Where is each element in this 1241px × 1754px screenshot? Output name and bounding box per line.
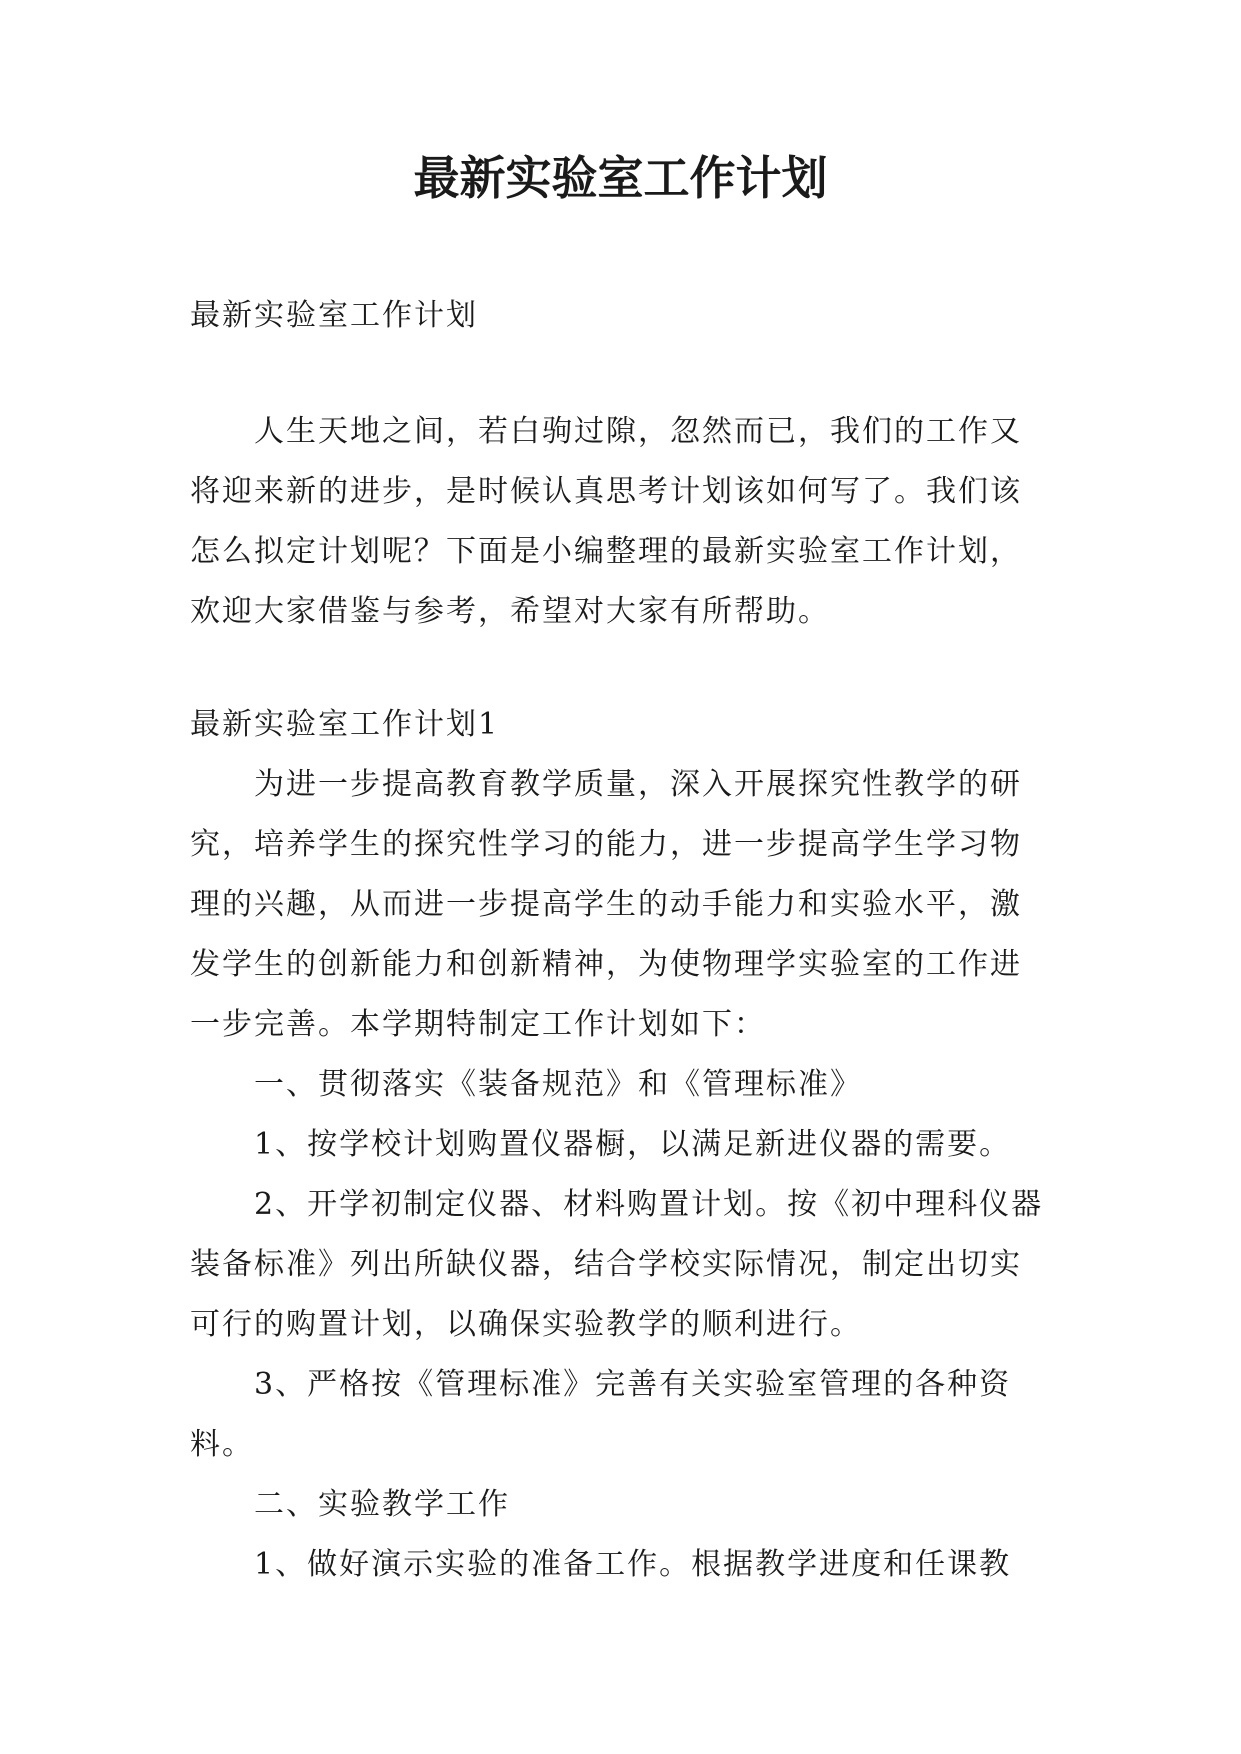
section-heading: 最新实验室工作计划1 [190,707,500,742]
document-title: 最新实验室工作计划 [413,151,828,205]
body-paragraph: 3、严格按《管理标准》完善有关实验室管理的各种资料。 [190,1367,1012,1462]
body-paragraph: 一、贯彻落实《装备规范》和《管理标准》 [254,1067,862,1102]
body-paragraph: 为进一步提高教育教学质量，深入开展探究性教学的研究，培养学生的探究性学习的能力，进一步提高学生学习物理的兴趣，从而进一步提高学生的动手能力和实验水平，激发学生的创新能力和创新精神，为使物理学实验室的工作进一步完善。本学期特制定工作计划如下： [190,767,1022,1042]
body-paragraph: 二、实验教学工作 [254,1487,510,1522]
document-subtitle: 最新实验室工作计划 [190,298,478,333]
body-paragraph: 1、做好演示实验的准备工作。根据教学进度和任课教 [254,1547,1012,1582]
body-paragraph: 2、开学初制定仪器、材料购置计划。按《初中理科仪器装备标准》列出所缺仪器，结合学校实际情况，制定出切实可行的购置计划，以确保实验教学的顺利进行。 [190,1187,1044,1342]
document-subtitle-block [190,286,1052,346]
intro-block [190,402,1052,642]
body-paragraph: 1、按学校计划购置仪器橱，以满足新进仪器的需要。 [254,1127,1012,1162]
intro-paragraph: 人生天地之间，若白驹过隙，忽然而已，我们的工作又将迎来新的进步，是时候认真思考计划该如何写了。我们该怎么拟定计划呢？下面是小编整理的最新实验室工作计划，欢迎大家借鉴与参考，希望对大家有所帮助。 [190,414,1022,629]
section-1 [190,695,1052,1595]
